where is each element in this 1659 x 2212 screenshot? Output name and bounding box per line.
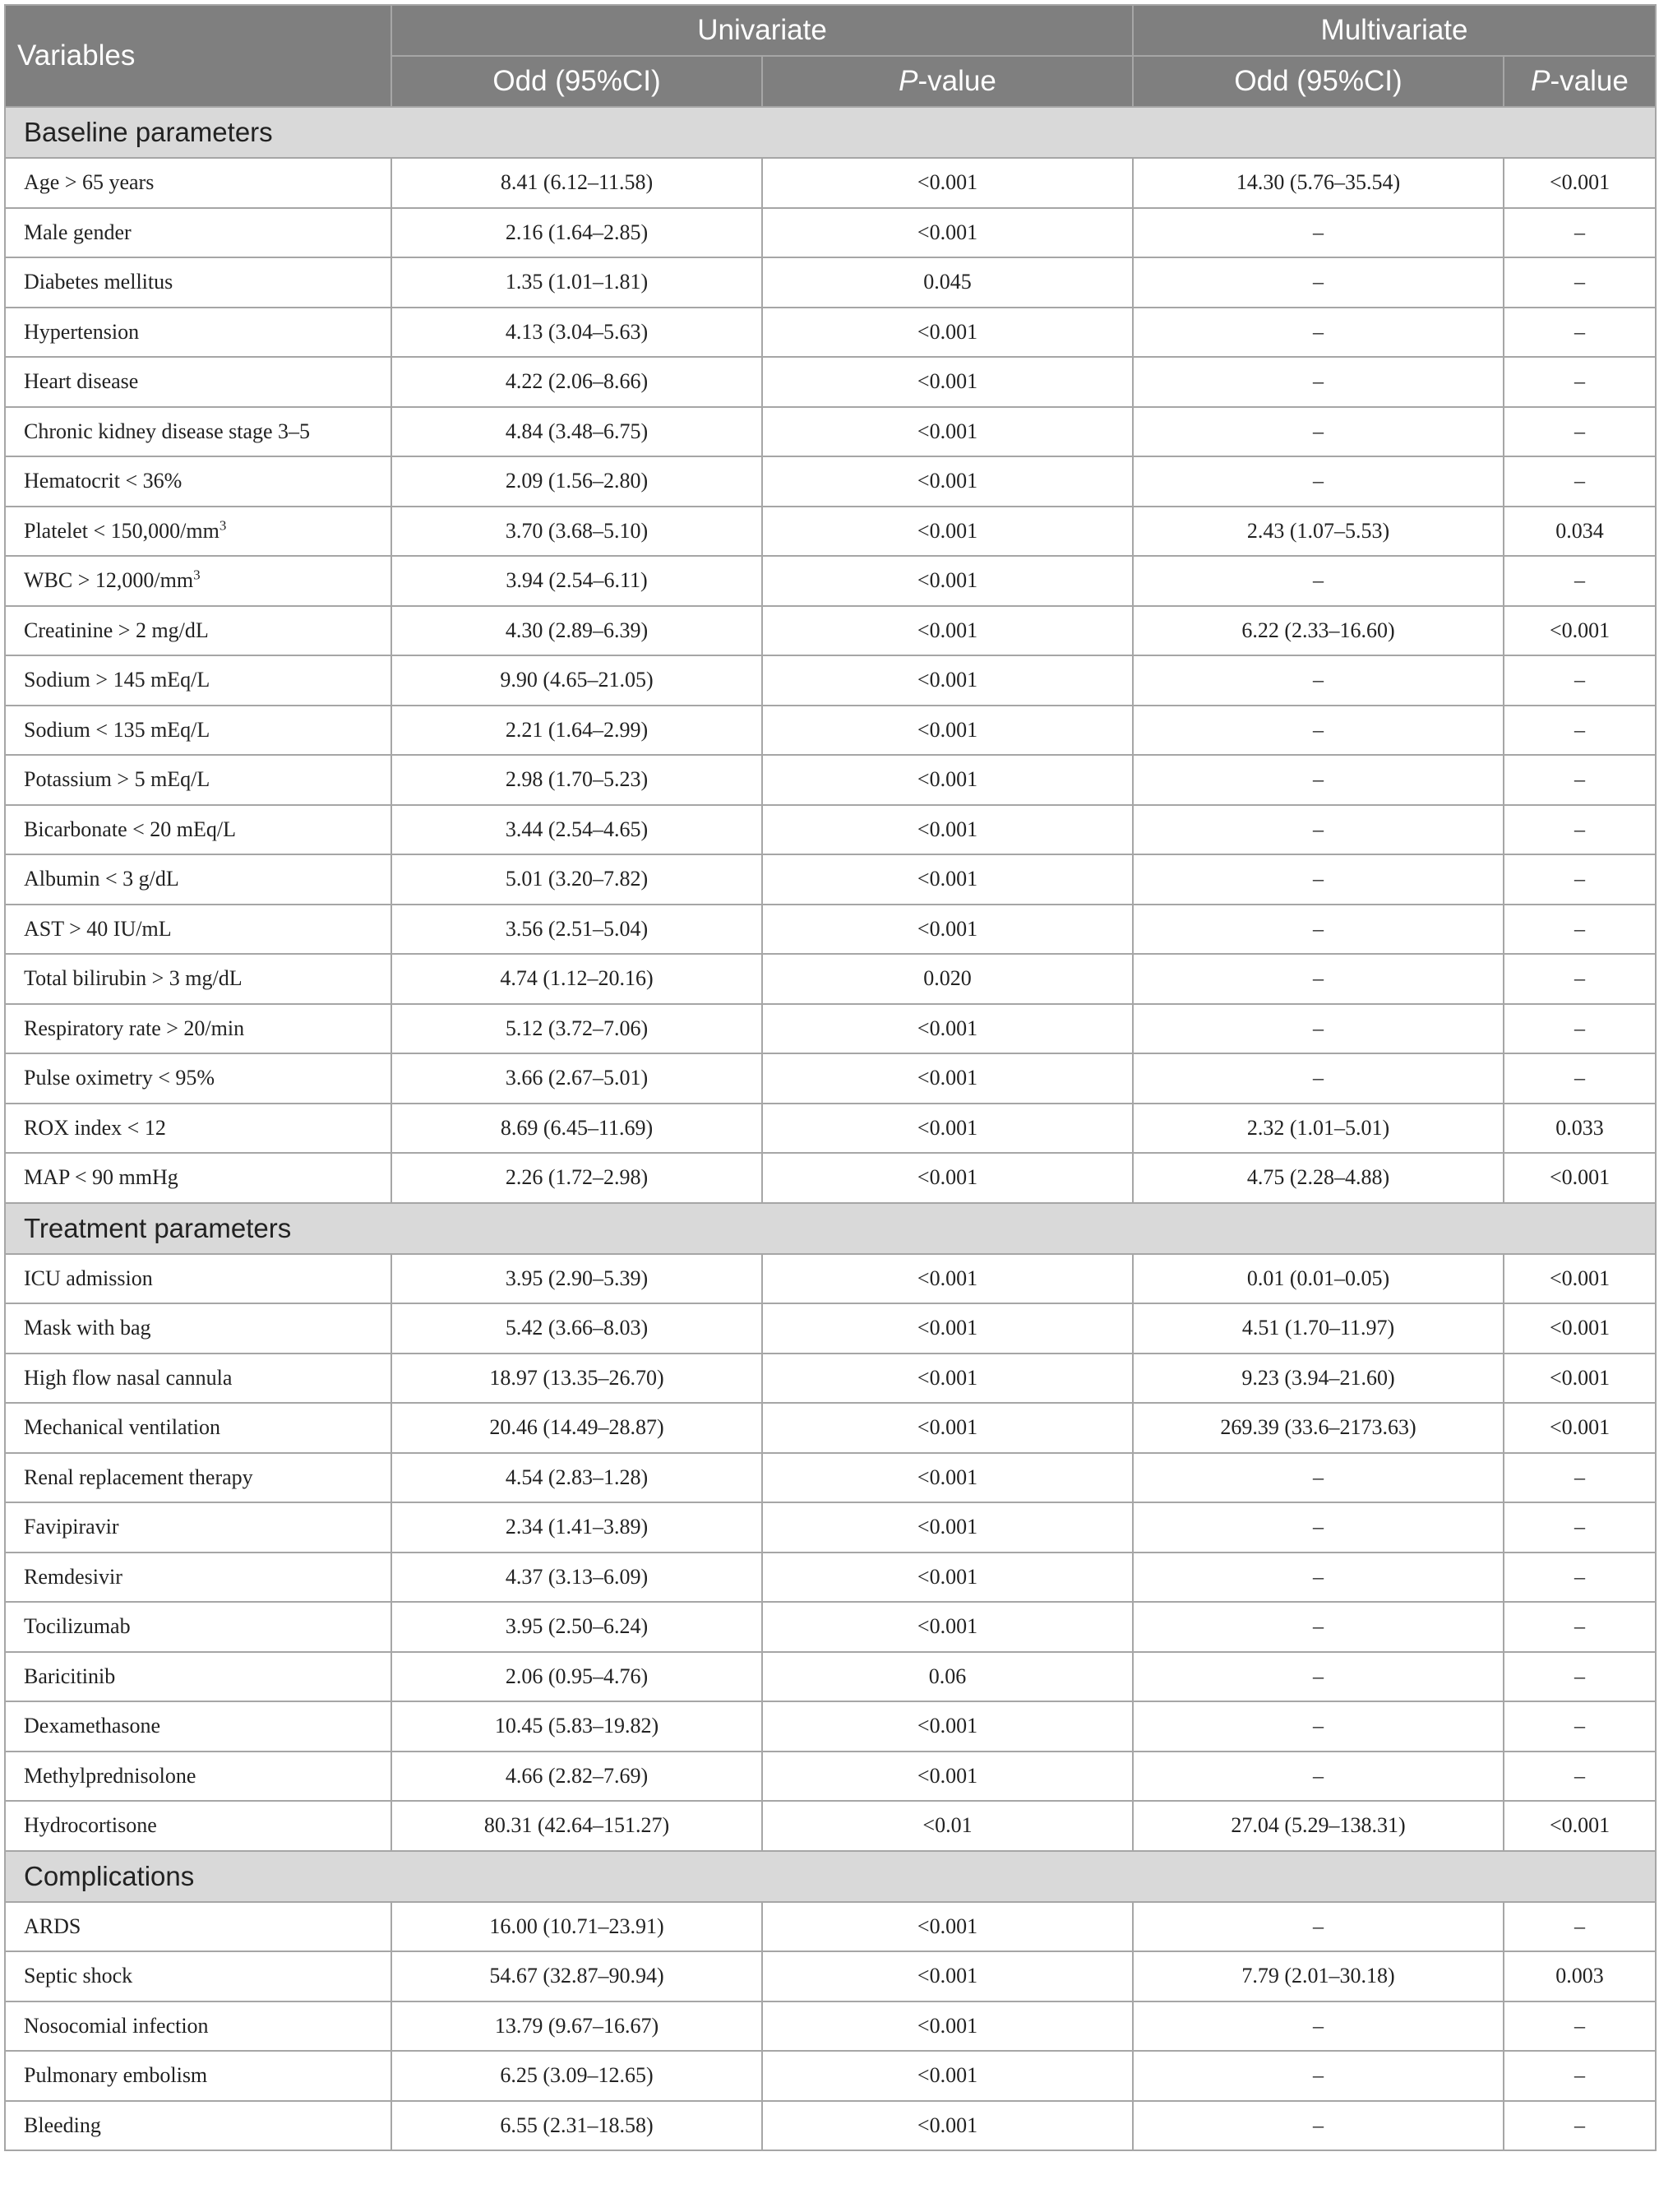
multivariate-p-cell: <0.001	[1504, 158, 1656, 208]
variable-name: Chronic kidney disease stage 3–5	[24, 419, 311, 443]
variable-name: ROX index < 12	[24, 1115, 166, 1140]
variable-name: Renal replacement therapy	[24, 1465, 253, 1489]
univariate-p-cell: <0.001	[762, 456, 1133, 507]
table-header	[5, 5, 1656, 107]
multivariate-odd-cell: 2.32 (1.01–5.01)	[1133, 1104, 1504, 1154]
variable-name: Septic shock	[24, 1964, 133, 1988]
multivariate-p-cell: 0.033	[1504, 1104, 1656, 1154]
table-row	[5, 1701, 1656, 1752]
variable-cell	[5, 1153, 391, 1203]
univariate-odd-cell: 2.16 (1.64–2.85)	[391, 208, 762, 258]
variable-superscript: 3	[219, 517, 227, 534]
variable-cell	[5, 2101, 391, 2151]
variable-name: Hydrocortisone	[24, 1813, 157, 1838]
multivariate-p-cell: –	[1504, 308, 1656, 358]
univariate-odd-cell: 6.55 (2.31–18.58)	[391, 2101, 762, 2151]
variable-cell	[5, 606, 391, 656]
variable-cell	[5, 706, 391, 756]
univariate-p-cell: <0.001	[762, 1403, 1133, 1453]
univariate-p-cell: <0.001	[762, 1951, 1133, 2001]
multivariate-odd-cell: –	[1133, 1752, 1504, 1802]
table-row	[5, 1004, 1656, 1054]
multivariate-p-cell: <0.001	[1504, 1801, 1656, 1851]
multivariate-p-cell: –	[1504, 1004, 1656, 1054]
variable-name: Baricitinib	[24, 1664, 116, 1688]
table-row	[5, 407, 1656, 457]
header-univariate: Univariate	[391, 5, 1133, 56]
multivariate-odd-cell: 27.04 (5.29–138.31)	[1133, 1801, 1504, 1851]
variable-cell	[5, 407, 391, 457]
multivariate-p-cell: –	[1504, 1502, 1656, 1553]
univariate-p-cell: <0.001	[762, 556, 1133, 606]
univariate-odd-cell: 4.30 (2.89–6.39)	[391, 606, 762, 656]
univariate-odd-cell: 4.22 (2.06–8.66)	[391, 357, 762, 407]
univariate-odd-cell: 2.34 (1.41–3.89)	[391, 1502, 762, 1553]
multivariate-odd-cell: –	[1133, 755, 1504, 805]
univariate-p-cell: <0.001	[762, 1502, 1133, 1553]
variable-name: Total bilirubin > 3 mg/dL	[24, 966, 243, 991]
univariate-odd-cell: 2.21 (1.64–2.99)	[391, 706, 762, 756]
univariate-p-cell: <0.001	[762, 1752, 1133, 1802]
multivariate-p-cell: –	[1504, 655, 1656, 706]
univariate-odd-cell: 3.56 (2.51–5.04)	[391, 905, 762, 955]
section-row	[5, 107, 1656, 158]
multivariate-odd-cell: –	[1133, 2101, 1504, 2151]
univariate-odd-cell: 5.42 (3.66–8.03)	[391, 1303, 762, 1354]
variable-name: Respiratory rate > 20/min	[24, 1016, 245, 1040]
variable-name: Remdesivir	[24, 1564, 122, 1589]
univariate-odd-cell: 18.97 (13.35–26.70)	[391, 1354, 762, 1404]
variable-cell	[5, 1502, 391, 1553]
table-row	[5, 1053, 1656, 1104]
multivariate-odd-cell: 9.23 (3.94–21.60)	[1133, 1354, 1504, 1404]
table-row	[5, 1752, 1656, 1802]
table-row	[5, 1254, 1656, 1304]
variable-cell	[5, 1403, 391, 1453]
multivariate-odd-cell: –	[1133, 805, 1504, 855]
variable-cell	[5, 2001, 391, 2052]
variable-name: MAP < 90 mmHg	[24, 1165, 178, 1190]
multivariate-p-cell: –	[1504, 805, 1656, 855]
multivariate-p-cell: <0.001	[1504, 1254, 1656, 1304]
table-row	[5, 606, 1656, 656]
univariate-p-cell: 0.06	[762, 1652, 1133, 1702]
variable-name: Mechanical ventilation	[24, 1415, 220, 1440]
univariate-odd-cell: 9.90 (4.65–21.05)	[391, 655, 762, 706]
multivariate-p-cell: –	[1504, 357, 1656, 407]
multivariate-odd-cell: –	[1133, 954, 1504, 1004]
variable-cell	[5, 805, 391, 855]
table-row	[5, 655, 1656, 706]
multivariate-odd-cell: 14.30 (5.76–35.54)	[1133, 158, 1504, 208]
multivariate-odd-cell: –	[1133, 1652, 1504, 1702]
univariate-p-cell: <0.001	[762, 655, 1133, 706]
univariate-odd-cell: 3.95 (2.90–5.39)	[391, 1254, 762, 1304]
table-row	[5, 2051, 1656, 2101]
multivariate-p-cell: –	[1504, 1652, 1656, 1702]
univariate-p-cell: <0.001	[762, 805, 1133, 855]
table-row	[5, 556, 1656, 606]
variable-name: Albumin < 3 g/dL	[24, 867, 179, 891]
univariate-p-cell: 0.020	[762, 954, 1133, 1004]
multivariate-p-cell: –	[1504, 954, 1656, 1004]
variable-name: Creatinine > 2 mg/dL	[24, 618, 209, 642]
multivariate-p-cell: <0.001	[1504, 1153, 1656, 1203]
table-row	[5, 1951, 1656, 2001]
variable-cell	[5, 1053, 391, 1104]
univariate-p-cell: <0.001	[762, 1453, 1133, 1503]
univariate-p-cell: <0.001	[762, 1354, 1133, 1404]
multivariate-p-cell: –	[1504, 1902, 1656, 1952]
table-row	[5, 1153, 1656, 1203]
p-rest: -value	[917, 65, 996, 97]
header-univariate-p	[762, 56, 1133, 107]
section-title: Treatment parameters	[5, 1203, 1656, 1254]
variable-name: Bicarbonate < 20 mEq/L	[24, 817, 236, 841]
univariate-p-cell: <0.001	[762, 1602, 1133, 1652]
univariate-odd-cell: 2.06 (0.95–4.76)	[391, 1652, 762, 1702]
variable-name: Male gender	[24, 220, 132, 244]
table-row	[5, 706, 1656, 756]
multivariate-p-cell: –	[1504, 706, 1656, 756]
table-row	[5, 1403, 1656, 1453]
variable-name: ARDS	[24, 1914, 81, 1938]
variable-cell	[5, 1602, 391, 1652]
univariate-odd-cell: 13.79 (9.67–16.67)	[391, 2001, 762, 2052]
multivariate-odd-cell: 0.01 (0.01–0.05)	[1133, 1254, 1504, 1304]
variable-cell	[5, 954, 391, 1004]
univariate-odd-cell: 2.26 (1.72–2.98)	[391, 1153, 762, 1203]
variable-cell	[5, 1801, 391, 1851]
table-row	[5, 507, 1656, 557]
multivariate-p-cell: <0.001	[1504, 606, 1656, 656]
multivariate-p-cell: 0.034	[1504, 507, 1656, 557]
multivariate-p-cell: –	[1504, 854, 1656, 905]
variable-cell	[5, 1951, 391, 2001]
univariate-odd-cell: 6.25 (3.09–12.65)	[391, 2051, 762, 2101]
univariate-p-cell: <0.001	[762, 208, 1133, 258]
multivariate-odd-cell: –	[1133, 308, 1504, 358]
odds-ratio-table	[4, 4, 1657, 2151]
variable-cell	[5, 1004, 391, 1054]
table-row	[5, 1104, 1656, 1154]
multivariate-odd-cell: –	[1133, 2051, 1504, 2101]
univariate-p-cell: <0.001	[762, 357, 1133, 407]
univariate-p-cell: <0.001	[762, 1104, 1133, 1154]
multivariate-odd-cell: –	[1133, 1602, 1504, 1652]
univariate-p-cell: <0.001	[762, 308, 1133, 358]
univariate-odd-cell: 1.35 (1.01–1.81)	[391, 257, 762, 308]
multivariate-p-cell: –	[1504, 1053, 1656, 1104]
variable-cell	[5, 2051, 391, 2101]
variable-superscript: 3	[193, 567, 201, 583]
variable-cell	[5, 1902, 391, 1952]
multivariate-p-cell: –	[1504, 456, 1656, 507]
p-rest: -value	[1550, 65, 1629, 97]
multivariate-p-cell: –	[1504, 1553, 1656, 1603]
univariate-odd-cell: 2.09 (1.56–2.80)	[391, 456, 762, 507]
variable-name: Sodium > 145 mEq/L	[24, 668, 210, 692]
variable-cell	[5, 1354, 391, 1404]
univariate-p-cell: <0.001	[762, 1701, 1133, 1752]
multivariate-odd-cell: 269.39 (33.6–2173.63)	[1133, 1403, 1504, 1453]
univariate-p-cell: <0.001	[762, 407, 1133, 457]
univariate-p-cell: <0.001	[762, 854, 1133, 905]
variable-name: AST > 40 IU/mL	[24, 916, 172, 941]
table-row	[5, 1801, 1656, 1851]
multivariate-p-cell: –	[1504, 556, 1656, 606]
table-row	[5, 2001, 1656, 2052]
variable-cell	[5, 507, 391, 557]
univariate-p-cell: <0.001	[762, 1303, 1133, 1354]
univariate-p-cell: <0.001	[762, 1254, 1133, 1304]
univariate-odd-cell: 8.41 (6.12–11.58)	[391, 158, 762, 208]
variable-cell	[5, 357, 391, 407]
variable-name: Bleeding	[24, 2113, 101, 2137]
univariate-odd-cell: 3.70 (3.68–5.10)	[391, 507, 762, 557]
table-row	[5, 257, 1656, 308]
variable-cell	[5, 208, 391, 258]
multivariate-odd-cell: 6.22 (2.33–16.60)	[1133, 606, 1504, 656]
table-row	[5, 905, 1656, 955]
table-row	[5, 308, 1656, 358]
multivariate-odd-cell: 4.51 (1.70–11.97)	[1133, 1303, 1504, 1354]
univariate-p-cell: <0.001	[762, 158, 1133, 208]
univariate-p-cell: <0.001	[762, 706, 1133, 756]
multivariate-p-cell: –	[1504, 2101, 1656, 2151]
multivariate-p-cell: 0.003	[1504, 1951, 1656, 2001]
table-body	[5, 107, 1656, 2150]
multivariate-p-cell: –	[1504, 905, 1656, 955]
multivariate-p-cell: <0.001	[1504, 1303, 1656, 1354]
univariate-odd-cell: 3.95 (2.50–6.24)	[391, 1602, 762, 1652]
variable-name: Favipiravir	[24, 1515, 119, 1539]
p-italic: P	[899, 65, 918, 97]
multivariate-odd-cell: –	[1133, 1701, 1504, 1752]
univariate-odd-cell: 3.94 (2.54–6.11)	[391, 556, 762, 606]
univariate-odd-cell: 5.12 (3.72–7.06)	[391, 1004, 762, 1054]
variable-cell	[5, 1553, 391, 1603]
univariate-p-cell: <0.001	[762, 1053, 1133, 1104]
table-row	[5, 755, 1656, 805]
multivariate-odd-cell: –	[1133, 706, 1504, 756]
multivariate-p-cell: –	[1504, 1453, 1656, 1503]
variable-cell	[5, 1652, 391, 1702]
variable-cell	[5, 1701, 391, 1752]
univariate-odd-cell: 4.13 (3.04–5.63)	[391, 308, 762, 358]
multivariate-p-cell: –	[1504, 257, 1656, 308]
univariate-p-cell: <0.001	[762, 606, 1133, 656]
variable-cell	[5, 854, 391, 905]
multivariate-odd-cell: –	[1133, 655, 1504, 706]
header-multivariate-odd: Odd (95%CI)	[1133, 56, 1504, 107]
variable-name: Nosocomial infection	[24, 2013, 209, 2038]
multivariate-odd-cell: –	[1133, 1453, 1504, 1503]
variable-name: Pulmonary embolism	[24, 2063, 208, 2088]
table-row	[5, 357, 1656, 407]
variable-name: Potassium > 5 mEq/L	[24, 767, 210, 792]
multivariate-odd-cell: –	[1133, 1053, 1504, 1104]
variable-cell	[5, 308, 391, 358]
multivariate-odd-cell: –	[1133, 357, 1504, 407]
univariate-p-cell: <0.001	[762, 2101, 1133, 2151]
univariate-odd-cell: 3.44 (2.54–4.65)	[391, 805, 762, 855]
multivariate-odd-cell: –	[1133, 1004, 1504, 1054]
variable-cell	[5, 257, 391, 308]
variable-name: Dexamethasone	[24, 1714, 161, 1738]
variable-cell	[5, 1303, 391, 1354]
section-row	[5, 1851, 1656, 1902]
table-row	[5, 954, 1656, 1004]
variable-cell	[5, 1104, 391, 1154]
multivariate-odd-cell: –	[1133, 905, 1504, 955]
table-row	[5, 805, 1656, 855]
table-row	[5, 1902, 1656, 1952]
univariate-odd-cell: 4.74 (1.12–20.16)	[391, 954, 762, 1004]
univariate-p-cell: <0.001	[762, 1553, 1133, 1603]
variable-cell	[5, 456, 391, 507]
multivariate-odd-cell: –	[1133, 1902, 1504, 1952]
variable-cell	[5, 905, 391, 955]
univariate-p-cell: <0.01	[762, 1801, 1133, 1851]
variable-cell	[5, 1453, 391, 1503]
univariate-p-cell: <0.001	[762, 1004, 1133, 1054]
variable-name: Platelet < 150,000/mm	[24, 518, 220, 543]
univariate-odd-cell: 4.54 (2.83–1.28)	[391, 1453, 762, 1503]
variable-name: Hematocrit < 36%	[24, 469, 183, 493]
multivariate-p-cell: –	[1504, 1752, 1656, 1802]
section-row	[5, 1203, 1656, 1254]
univariate-p-cell: <0.001	[762, 507, 1133, 557]
univariate-odd-cell: 16.00 (10.71–23.91)	[391, 1902, 762, 1952]
table-row	[5, 854, 1656, 905]
multivariate-odd-cell: –	[1133, 556, 1504, 606]
header-univariate-odd: Odd (95%CI)	[391, 56, 762, 107]
variable-name: High flow nasal cannula	[24, 1365, 233, 1390]
variable-cell	[5, 158, 391, 208]
table-row	[5, 1453, 1656, 1503]
variable-name: Hypertension	[24, 319, 140, 344]
univariate-odd-cell: 54.67 (32.87–90.94)	[391, 1951, 762, 2001]
multivariate-odd-cell: 2.43 (1.07–5.53)	[1133, 507, 1504, 557]
multivariate-p-cell: <0.001	[1504, 1354, 1656, 1404]
multivariate-p-cell: <0.001	[1504, 1403, 1656, 1453]
univariate-p-cell: <0.001	[762, 1153, 1133, 1203]
multivariate-p-cell: –	[1504, 2001, 1656, 2052]
multivariate-p-cell: –	[1504, 755, 1656, 805]
multivariate-odd-cell: –	[1133, 407, 1504, 457]
multivariate-odd-cell: 4.75 (2.28–4.88)	[1133, 1153, 1504, 1203]
table-row	[5, 1602, 1656, 1652]
variable-cell	[5, 1254, 391, 1304]
multivariate-p-cell: –	[1504, 1701, 1656, 1752]
table-row	[5, 1502, 1656, 1553]
variable-name: Age > 65 years	[24, 170, 155, 195]
header-multivariate: Multivariate	[1133, 5, 1656, 56]
variable-cell	[5, 755, 391, 805]
univariate-p-cell: <0.001	[762, 755, 1133, 805]
univariate-p-cell: <0.001	[762, 2001, 1133, 2052]
variable-name: Tocilizumab	[24, 1614, 131, 1639]
univariate-odd-cell: 2.98 (1.70–5.23)	[391, 755, 762, 805]
variable-name: Mask with bag	[24, 1316, 151, 1340]
table-row	[5, 158, 1656, 208]
variable-name: Diabetes mellitus	[24, 270, 173, 294]
univariate-odd-cell: 20.46 (14.49–28.87)	[391, 1403, 762, 1453]
multivariate-odd-cell: –	[1133, 1502, 1504, 1553]
table-row	[5, 1553, 1656, 1603]
variable-name: Pulse oximetry < 95%	[24, 1066, 215, 1090]
table-row	[5, 208, 1656, 258]
table-row	[5, 1303, 1656, 1354]
multivariate-odd-cell: –	[1133, 456, 1504, 507]
variable-cell	[5, 1752, 391, 1802]
multivariate-odd-cell: –	[1133, 1553, 1504, 1603]
multivariate-odd-cell: –	[1133, 854, 1504, 905]
variable-name: Methylprednisolone	[24, 1763, 196, 1788]
section-title: Baseline parameters	[5, 107, 1656, 158]
table-row	[5, 1652, 1656, 1702]
univariate-p-cell: <0.001	[762, 1902, 1133, 1952]
univariate-odd-cell: 8.69 (6.45–11.69)	[391, 1104, 762, 1154]
multivariate-odd-cell: –	[1133, 257, 1504, 308]
univariate-odd-cell: 3.66 (2.67–5.01)	[391, 1053, 762, 1104]
table-row	[5, 456, 1656, 507]
multivariate-p-cell: –	[1504, 1602, 1656, 1652]
table-row	[5, 1354, 1656, 1404]
multivariate-p-cell: –	[1504, 208, 1656, 258]
multivariate-odd-cell: 7.79 (2.01–30.18)	[1133, 1951, 1504, 2001]
univariate-p-cell: 0.045	[762, 257, 1133, 308]
header-variables: Variables	[5, 5, 391, 107]
table-row	[5, 2101, 1656, 2151]
variable-name: Sodium < 135 mEq/L	[24, 717, 210, 742]
univariate-p-cell: <0.001	[762, 2051, 1133, 2101]
univariate-odd-cell: 10.45 (5.83–19.82)	[391, 1701, 762, 1752]
univariate-odd-cell: 80.31 (42.64–151.27)	[391, 1801, 762, 1851]
multivariate-p-cell: –	[1504, 407, 1656, 457]
header-row-groups	[5, 5, 1656, 56]
section-title: Complications	[5, 1851, 1656, 1902]
univariate-odd-cell: 5.01 (3.20–7.82)	[391, 854, 762, 905]
variable-name: WBC > 12,000/mm	[24, 568, 194, 593]
univariate-odd-cell: 4.84 (3.48–6.75)	[391, 407, 762, 457]
variable-cell	[5, 655, 391, 706]
variable-name: ICU admission	[24, 1266, 153, 1290]
multivariate-odd-cell: –	[1133, 208, 1504, 258]
multivariate-p-cell: –	[1504, 2051, 1656, 2101]
header-multivariate-p	[1504, 56, 1656, 107]
univariate-odd-cell: 4.37 (3.13–6.09)	[391, 1553, 762, 1603]
univariate-p-cell: <0.001	[762, 905, 1133, 955]
p-italic: P	[1531, 65, 1550, 97]
variable-cell	[5, 556, 391, 606]
multivariate-odd-cell: –	[1133, 2001, 1504, 2052]
univariate-odd-cell: 4.66 (2.82–7.69)	[391, 1752, 762, 1802]
variable-name: Heart disease	[24, 369, 139, 394]
